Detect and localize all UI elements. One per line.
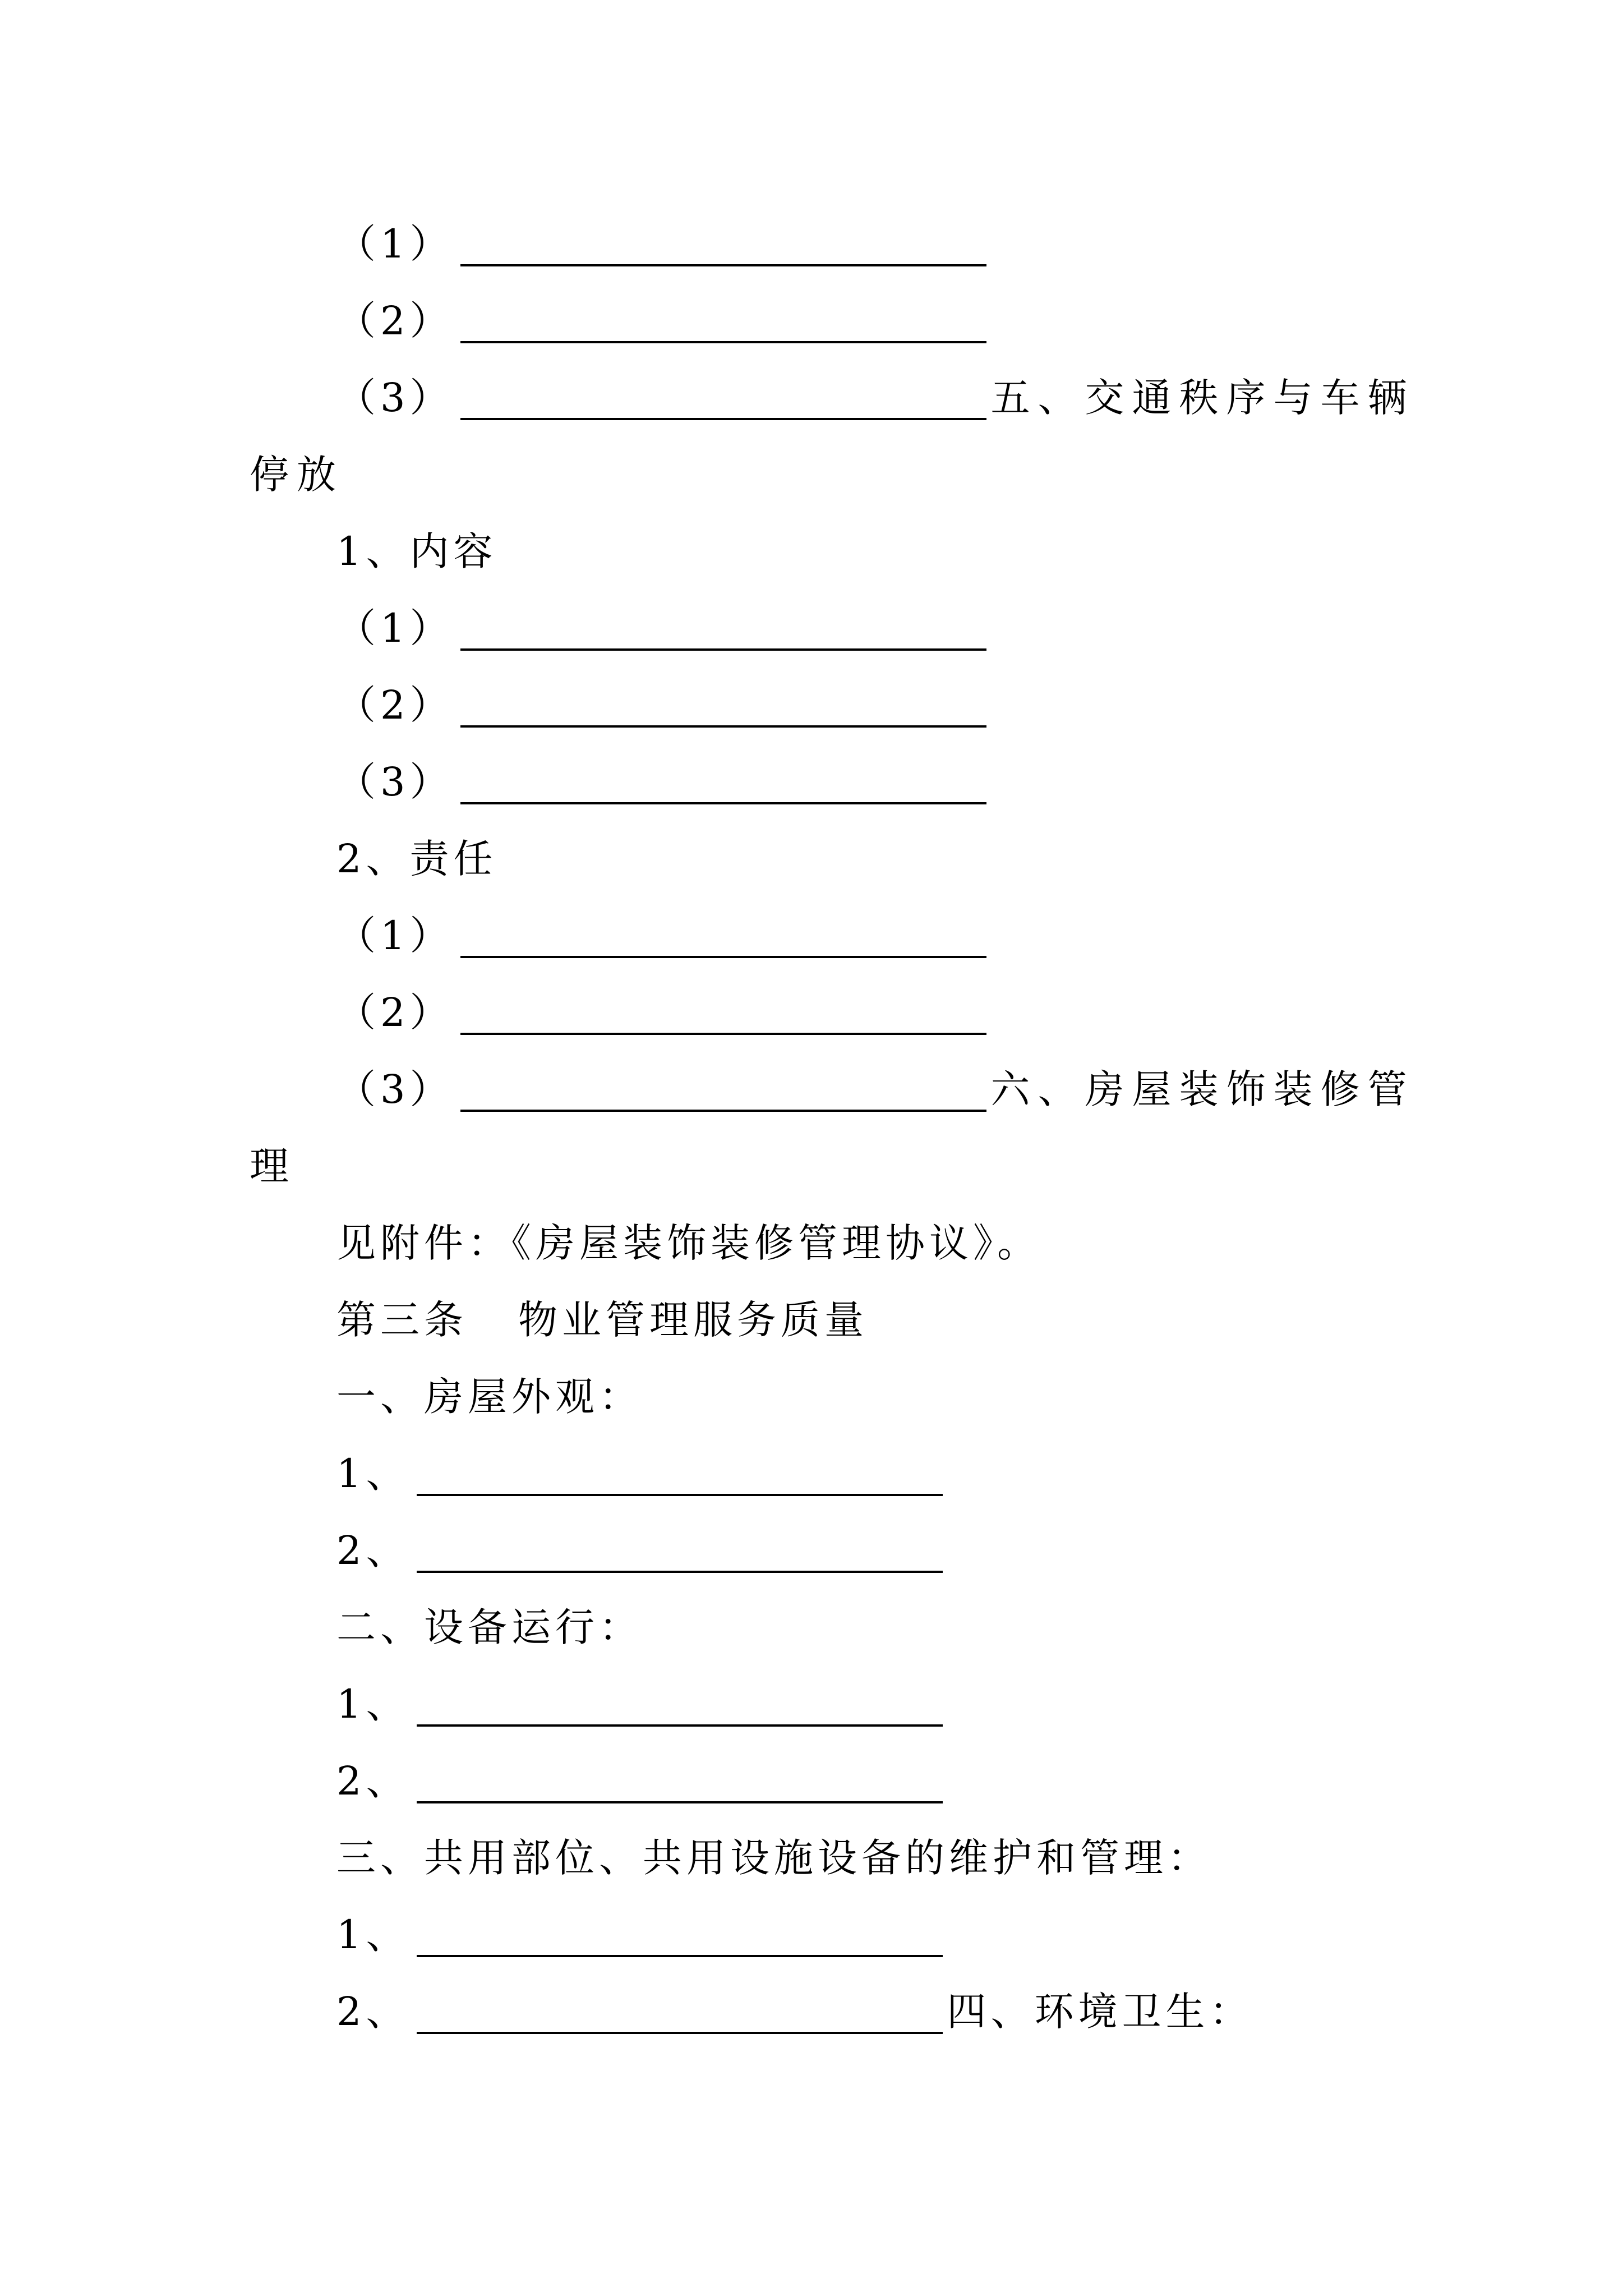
section-heading-continuation: 理 [250, 1143, 297, 1189]
item-label: 2、 [336, 1527, 410, 1573]
blank-field[interactable] [460, 222, 986, 266]
fill-line-exterior-1 [336, 1446, 947, 1502]
blank-field[interactable] [460, 913, 986, 958]
item-label: 1、 [336, 1681, 410, 1727]
item-label: 1、 [336, 1912, 410, 1958]
blank-field[interactable] [460, 606, 986, 651]
item-label: （1） [336, 221, 454, 267]
heading-maintenance: 三、共用部位、共用设施设备的维护和管理： [336, 1835, 1211, 1881]
item-label: （1） [336, 605, 454, 651]
item-label: （2） [336, 990, 454, 1036]
fill-line-resp-2 [336, 984, 991, 1041]
section-heading-continuation: 停放 [250, 452, 344, 498]
blank-field[interactable] [460, 298, 986, 343]
item-label: （3） [336, 759, 454, 805]
section-heading-hygiene: 四、环境卫生： [947, 1989, 1253, 2035]
item-label: （2） [336, 298, 454, 344]
fill-line-resp-1 [336, 908, 991, 964]
item-label: 1、 [336, 1451, 410, 1497]
fill-line-1 [336, 216, 991, 272]
item-label: （2） [336, 682, 454, 728]
fill-line-content-1 [336, 600, 991, 656]
fill-line-maintenance-2 [336, 1984, 1253, 2040]
blank-field[interactable] [460, 375, 986, 420]
fill-line-resp-3 [336, 1061, 1415, 1117]
fill-line-equipment-1 [336, 1676, 947, 1732]
blank-field[interactable] [460, 683, 986, 728]
item-label: （3） [336, 375, 454, 421]
fill-line-2 [336, 293, 991, 349]
blank-field[interactable] [417, 1451, 943, 1496]
fill-line-3 [336, 370, 1415, 426]
article-heading [336, 1292, 868, 1348]
subheading-content: 1、内容 [336, 528, 497, 574]
blank-field[interactable] [417, 1682, 943, 1727]
article-number: 第三条 [336, 1297, 468, 1343]
blank-field[interactable] [417, 1989, 943, 2034]
fill-line-content-3 [336, 754, 991, 810]
item-label: 2、 [336, 1989, 410, 2035]
fill-line-exterior-2 [336, 1522, 947, 1579]
blank-field[interactable] [460, 760, 986, 804]
item-label: （1） [336, 913, 454, 959]
blank-field[interactable] [417, 1759, 943, 1803]
blank-field[interactable] [460, 1067, 986, 1112]
item-label: （3） [336, 1066, 454, 1112]
heading-exterior: 一、房屋外观： [336, 1374, 643, 1420]
fill-line-equipment-2 [336, 1753, 947, 1809]
blank-field[interactable] [417, 1912, 943, 1957]
blank-field[interactable] [417, 1528, 943, 1573]
section-heading-decoration: 六、房屋装饰装修管 [990, 1066, 1415, 1112]
fill-line-maintenance-1 [336, 1907, 947, 1963]
article-title: 物业管理服务质量 [518, 1297, 868, 1343]
heading-equipment: 二、设备运行： [336, 1604, 643, 1650]
item-label: 2、 [336, 1758, 410, 1804]
annex-reference: 见附件：《房屋装饰装修管理协议》。 [336, 1220, 1041, 1266]
subheading-responsibility: 2、责任 [336, 836, 497, 882]
blank-field[interactable] [460, 990, 986, 1035]
fill-line-content-2 [336, 677, 991, 733]
section-heading-traffic: 五、交通秩序与车辆 [990, 375, 1415, 421]
